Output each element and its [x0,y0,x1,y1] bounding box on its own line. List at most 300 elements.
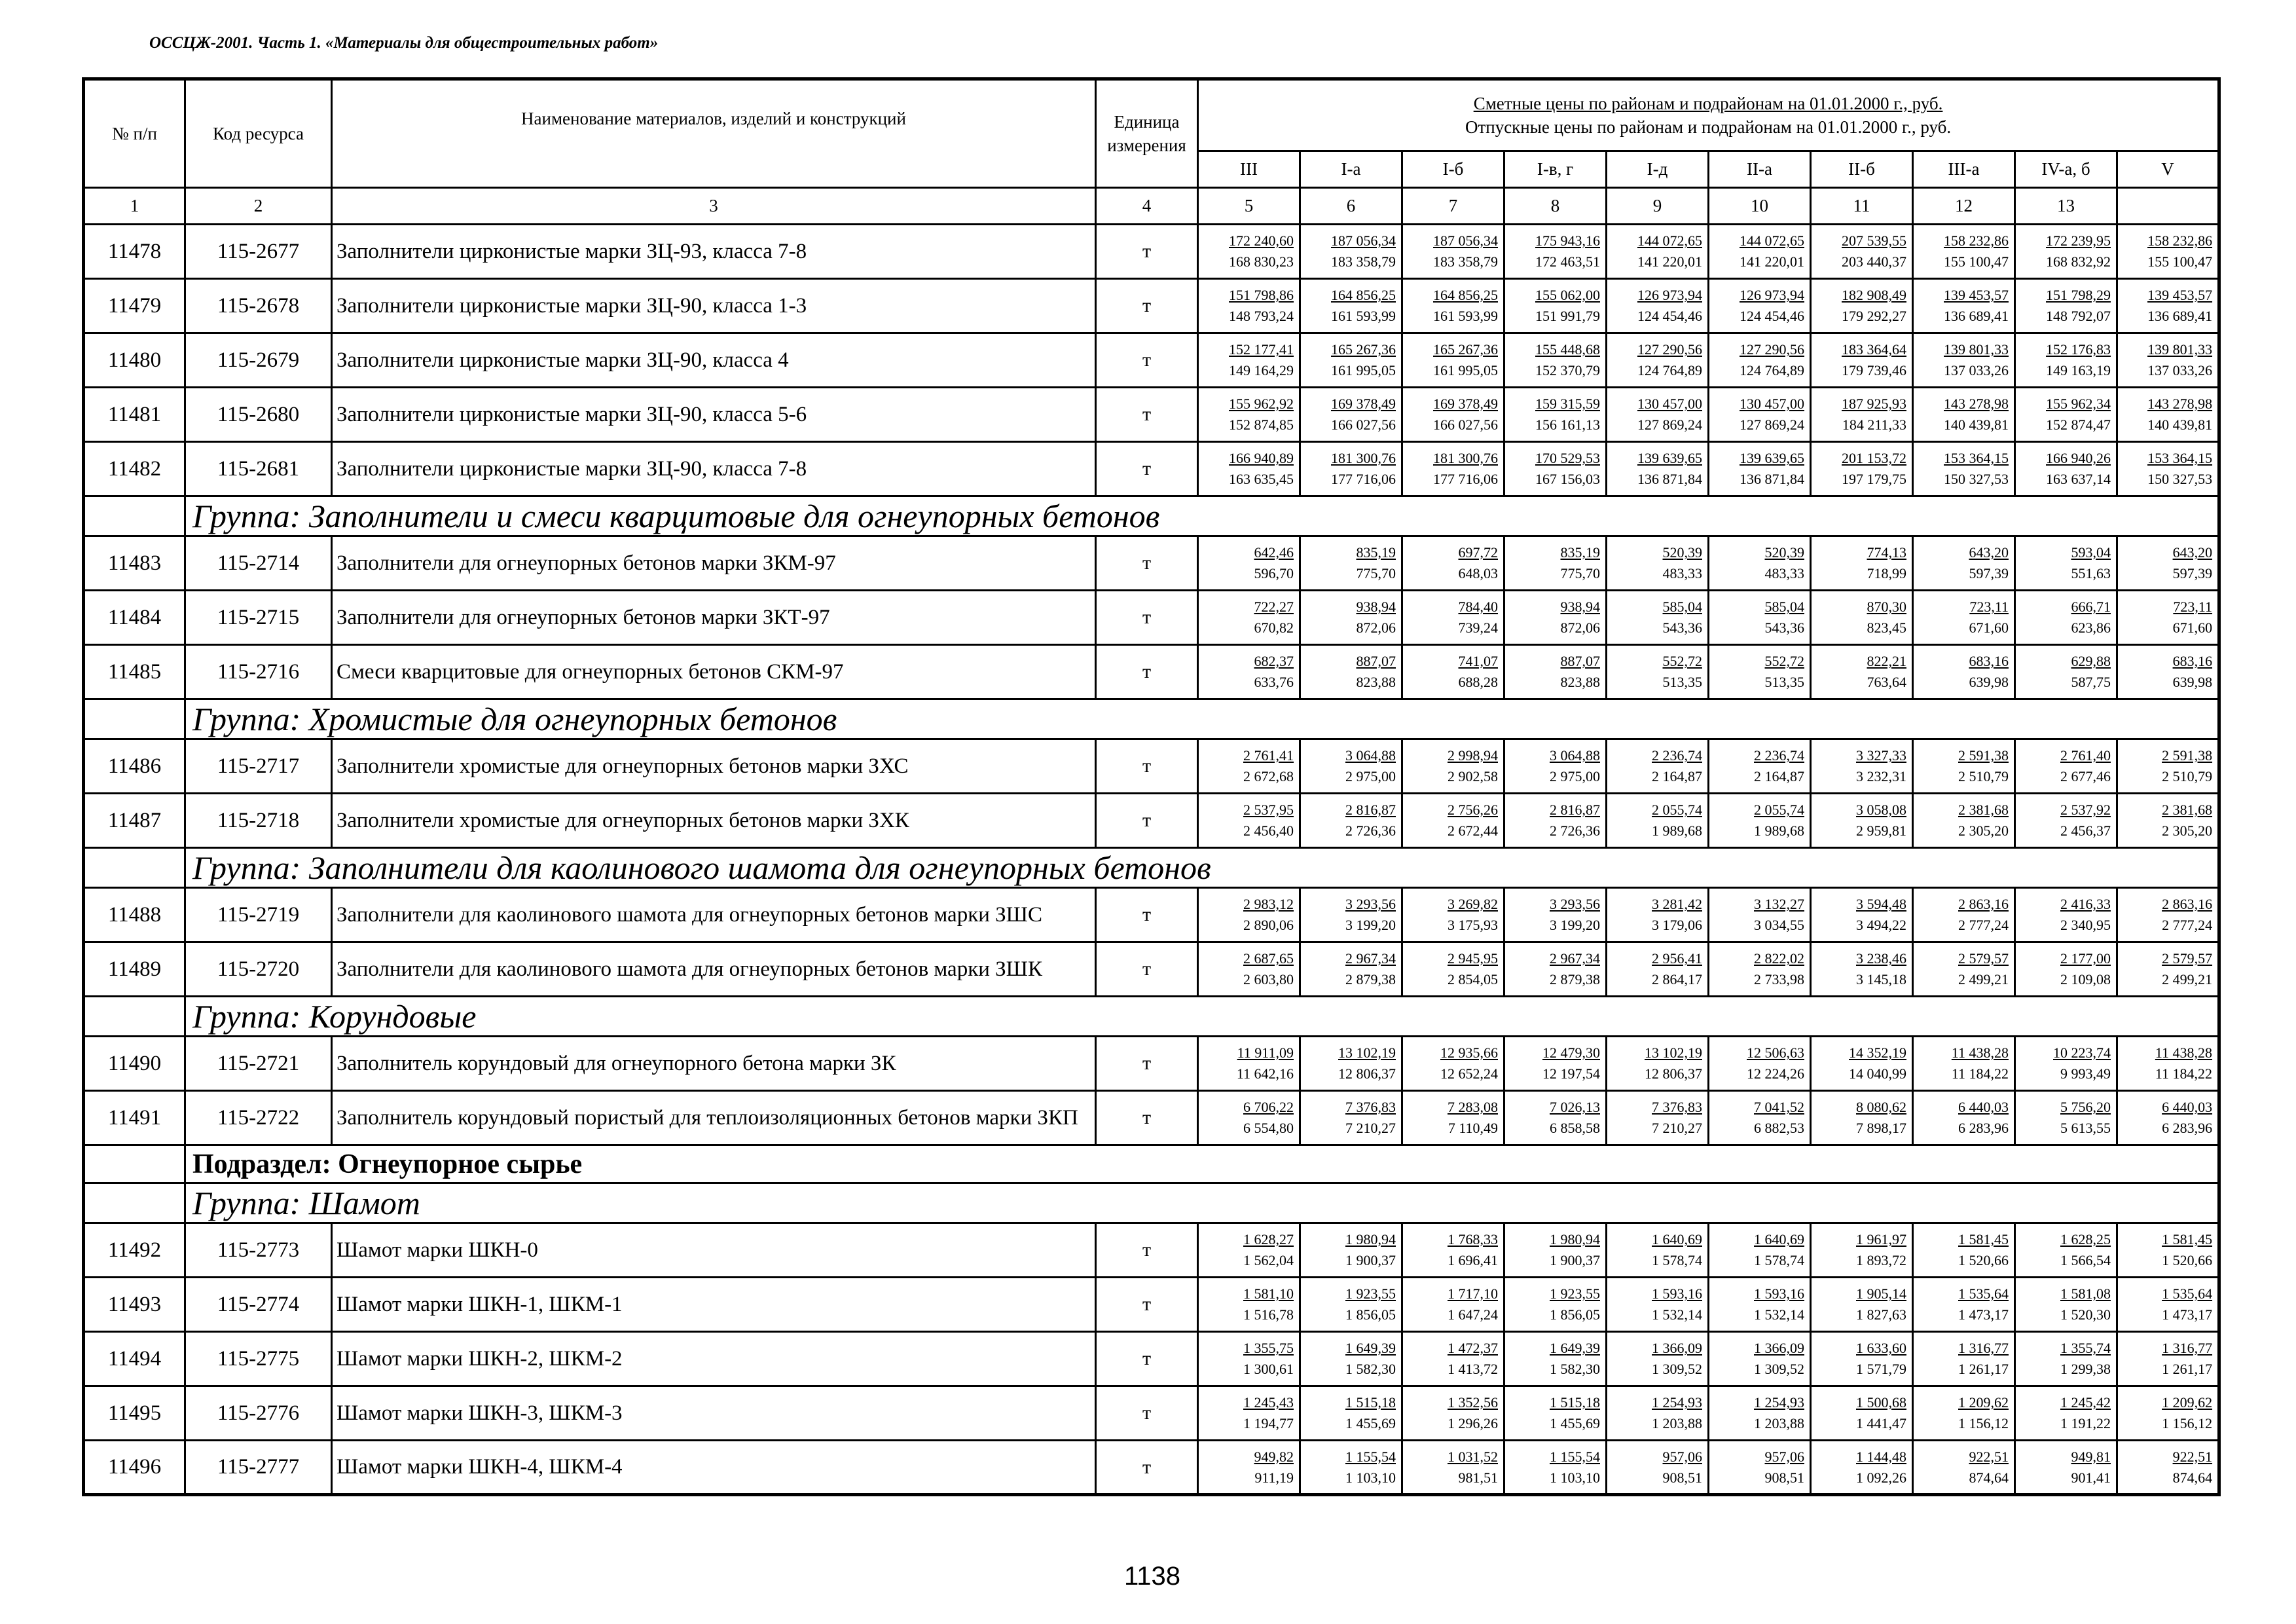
row-name: Заполнители для огнеупорных бетонов марки ЗКТ-97 [332,591,1096,645]
release-price: 2 340,95 [2060,917,2111,933]
estimate-price: 1 144,48 [1856,1448,1906,1465]
estimate-price: 11 911,09 [1237,1044,1294,1061]
release-price: 1 578,74 [1754,1252,1804,1268]
price-cell [1402,645,1504,699]
release-price: 168 830,23 [1229,253,1294,270]
estimate-price: 151 798,86 [1229,287,1294,304]
row-pos: 11479 [84,279,185,333]
estimate-price: 144 072,65 [1637,232,1702,249]
row-code: 115-2717 [185,739,332,794]
row-pos: 11489 [84,942,185,997]
table-row [84,591,2219,645]
release-price: 7 210,27 [1345,1120,1396,1136]
price-cell [1402,1223,1504,1278]
release-price: 137 033,26 [2147,362,2213,378]
estimate-price: 2 816,87 [1550,802,1600,819]
estimate-price: 1 980,94 [1550,1231,1600,1248]
row-code: 115-2714 [185,536,332,591]
price-cell [2015,1441,2117,1495]
blank-cell [84,997,185,1037]
column-number: 5 [1198,188,1300,225]
price-cell [1607,388,1709,442]
release-price: 149 163,19 [2046,362,2111,378]
estimate-price: 7 376,83 [1345,1099,1396,1116]
price-cell [1811,1386,1913,1441]
header-region: I-б [1402,151,1504,188]
release-price: 1 413,72 [1448,1361,1498,1377]
estimate-price: 1 593,16 [1754,1285,1804,1302]
price-cell [1402,1037,1504,1091]
release-price: 1 261,17 [1958,1361,2009,1377]
release-price: 7 898,17 [1856,1120,1906,1136]
blank-cell [84,1145,185,1183]
estimate-price: 2 863,16 [2162,896,2213,913]
estimate-price: 552,72 [1662,653,1702,670]
price-cell [2015,1091,2117,1145]
estimate-price: 1 031,52 [1448,1448,1498,1465]
row-unit: т [1096,225,1198,279]
estimate-price: 2 822,02 [1754,950,1804,967]
row-name: Заполнители цирконистые марки ЗЦ-93, класса 7-8 [332,225,1096,279]
row-code: 115-2679 [185,333,332,388]
price-cell [1300,333,1402,388]
release-price: 1 191,22 [2060,1415,2111,1431]
release-price: 1 261,17 [2162,1361,2213,1377]
row-code: 115-2677 [185,225,332,279]
estimate-price: 1 366,09 [1754,1340,1804,1357]
release-price: 2 854,05 [1448,971,1498,987]
release-price: 543,36 [1662,619,1702,636]
estimate-price: 139 801,33 [1944,341,2009,358]
estimate-price: 2 956,41 [1652,950,1702,967]
release-price: 2 164,87 [1754,768,1804,784]
price-cell [1607,942,1709,997]
table-row [84,1037,2219,1091]
row-name: Заполнители для каолинового шамота для огнеупорных бетонов марки ЗШС [332,888,1096,942]
estimate-price: 12 935,66 [1440,1044,1498,1061]
row-code: 115-2715 [185,591,332,645]
estimate-price: 957,06 [1764,1448,1804,1465]
release-price: 1 092,26 [1856,1469,1906,1486]
estimate-price: 1 316,77 [1958,1340,2009,1357]
estimate-price: 887,07 [1560,653,1600,670]
price-cell [1607,794,1709,848]
row-unit: т [1096,794,1198,848]
release-price: 2 305,20 [1958,822,2009,839]
price-cell [2117,1441,2219,1495]
estimate-price: 164 856,25 [1433,287,1498,304]
estimate-price: 10 223,74 [2053,1044,2111,1061]
price-cell [1198,1386,1300,1441]
estimate-price: 949,81 [2071,1448,2111,1465]
price-cell [1913,942,2015,997]
estimate-price: 165 267,36 [1433,341,1498,358]
estimate-price: 822,21 [1867,653,1906,670]
estimate-price: 741,07 [1458,653,1498,670]
estimate-price: 8 080,62 [1856,1099,1906,1116]
price-cell [1913,794,2015,848]
group-title: Группа: Хромистые для огнеупорных бетонов [185,699,2219,739]
row-pos: 11482 [84,442,185,496]
estimate-price: 774,13 [1867,544,1906,561]
group-row [84,1183,2219,1223]
estimate-price: 152 177,41 [1229,341,1294,358]
release-price: 150 327,53 [1944,471,2009,487]
estimate-price: 3 281,42 [1652,896,1702,913]
price-cell [1504,739,1607,794]
estimate-price: 1 500,68 [1856,1394,1906,1411]
estimate-price: 1 961,97 [1856,1231,1906,1248]
release-price: 1 103,10 [1550,1469,1600,1486]
column-number: 12 [1913,188,2015,225]
estimate-price: 187 056,34 [1331,232,1396,249]
release-price: 148 793,24 [1229,308,1294,324]
release-price: 172 463,51 [1535,253,1600,270]
header-region: III-а [1913,151,2015,188]
table-row [84,739,2219,794]
release-price: 823,45 [1867,619,1906,636]
estimate-price: 1 628,25 [2060,1231,2111,1248]
release-price: 136 689,41 [1944,308,2009,324]
row-unit: т [1096,888,1198,942]
estimate-price: 6 706,22 [1243,1099,1294,1116]
estimate-price: 2 761,41 [1243,747,1294,764]
price-cell [2015,1223,2117,1278]
price-cell [1198,1332,1300,1386]
estimate-price: 643,20 [1969,544,2009,561]
group-title: Группа: Заполнители для каолинового шамота для огнеупорных бетонов [185,848,2219,888]
price-cell [1198,1037,1300,1091]
estimate-price: 666,71 [2071,599,2111,616]
group-row [84,699,2219,739]
table-row [84,225,2219,279]
price-cell [1504,1441,1607,1495]
group-title: Группа: Корундовые [185,997,2219,1037]
price-cell [1504,333,1607,388]
release-price: 124 764,89 [1740,362,1804,378]
release-price: 1 103,10 [1345,1469,1396,1486]
release-price: 2 164,87 [1652,768,1702,784]
release-price: 670,82 [1254,619,1294,636]
price-cell [1607,739,1709,794]
release-price: 2 510,79 [2162,768,2213,784]
estimate-price: 520,39 [1764,544,1804,561]
release-price: 156 161,13 [1535,416,1600,433]
release-price: 1 203,88 [1652,1415,1702,1431]
header-region: III [1198,151,1300,188]
price-cell [1300,225,1402,279]
price-cell [1607,1278,1709,1332]
page-number: 1138 [1123,1562,1180,1591]
price-cell [1300,536,1402,591]
release-price: 872,06 [1560,619,1600,636]
estimate-price: 2 816,87 [1345,802,1396,819]
header-code: Код ресурса [185,79,332,188]
estimate-price: 7 376,83 [1652,1099,1702,1116]
header-region: II-б [1811,151,1913,188]
row-code: 115-2721 [185,1037,332,1091]
row-pos: 11491 [84,1091,185,1145]
estimate-price: 1 649,39 [1345,1340,1396,1357]
release-price: 513,35 [1764,674,1804,690]
release-price: 3 199,20 [1345,917,1396,933]
release-price: 179 292,27 [1842,308,1906,324]
price-cell [1811,1037,1913,1091]
estimate-price: 552,72 [1764,653,1804,670]
release-price: 140 439,81 [2147,416,2213,433]
header-prices-release: Отпускные цены по районам и подрайонам на 01.01.2000 г., руб. [1465,117,1952,137]
release-price: 1 532,14 [1652,1306,1702,1323]
price-cell [1607,888,1709,942]
release-price: 136 871,84 [1740,471,1804,487]
row-unit: т [1096,536,1198,591]
release-price: 14 040,99 [1849,1065,1906,1082]
row-code: 115-2775 [185,1332,332,1386]
price-cell [2117,794,2219,848]
table-row [84,888,2219,942]
estimate-price: 2 381,68 [2162,802,2213,819]
price-cell [1198,225,1300,279]
column-number: 1 [84,188,185,225]
release-price: 874,64 [2172,1469,2213,1486]
release-price: 6 858,58 [1550,1120,1600,1136]
table-row [84,1332,2219,1386]
release-price: 152 874,85 [1229,416,1294,433]
release-price: 543,36 [1764,619,1804,636]
row-unit: т [1096,333,1198,388]
estimate-price: 723,11 [1969,599,2009,616]
release-price: 1 194,77 [1243,1415,1294,1431]
price-cell [1198,794,1300,848]
release-price: 1 296,26 [1448,1415,1498,1431]
release-price: 901,41 [2071,1469,2111,1486]
row-unit: т [1096,1037,1198,1091]
release-price: 152 874,47 [2046,416,2111,433]
price-cell [1811,1223,1913,1278]
estimate-price: 2 177,00 [2060,950,2111,967]
release-price: 3 494,22 [1856,917,1906,933]
row-unit: т [1096,1278,1198,1332]
release-price: 6 283,96 [1958,1120,2009,1136]
estimate-price: 172 240,60 [1229,232,1294,249]
estimate-price: 585,04 [1764,599,1804,616]
release-price: 3 199,20 [1550,917,1600,933]
price-cell [1198,1223,1300,1278]
price-cell [1198,888,1300,942]
estimate-price: 158 232,86 [1944,232,2009,249]
estimate-price: 2 055,74 [1754,802,1804,819]
table-row [84,1278,2219,1332]
price-cell [1402,942,1504,997]
estimate-price: 130 457,00 [1637,396,1702,413]
estimate-price: 3 064,88 [1550,747,1600,764]
estimate-price: 1 581,10 [1243,1285,1294,1302]
price-cell [1913,1441,2015,1495]
price-cell [1709,1332,1811,1386]
price-cell [1504,1386,1607,1441]
estimate-price: 1 640,69 [1754,1231,1804,1248]
price-cell [1300,1386,1402,1441]
price-cell [1300,942,1402,997]
estimate-price: 143 278,98 [2147,396,2213,413]
price-cell [2015,645,2117,699]
table-body [84,79,2219,1495]
estimate-price: 1 209,62 [1958,1394,2009,1411]
price-cell [1300,442,1402,496]
release-price: 12 806,37 [1338,1065,1396,1082]
release-price: 184 211,33 [1842,416,1906,433]
release-price: 1 856,05 [1345,1306,1396,1323]
release-price: 1 156,12 [2162,1415,2213,1431]
header-prices-estimate: Сметные цены по районам и подрайонам на 01.01.2000 г., руб. [1473,93,1943,113]
estimate-price: 155 448,68 [1535,341,1600,358]
row-pos: 11493 [84,1278,185,1332]
release-price: 1 989,68 [1652,822,1702,839]
estimate-price: 1 535,64 [1958,1285,2009,1302]
price-cell [1811,1278,1913,1332]
estimate-price: 166 940,26 [2046,450,2111,467]
table-row [84,794,2219,848]
release-price: 7 110,49 [1448,1120,1498,1136]
price-cell [1402,1386,1504,1441]
release-price: 177 716,06 [1433,471,1498,487]
release-price: 597,39 [2172,565,2213,581]
release-price: 155 100,47 [1944,253,2009,270]
column-number: 11 [1811,188,1913,225]
column-number: 2 [185,188,332,225]
release-price: 1 571,79 [1856,1361,1906,1377]
row-name: Шамот марки ШКН-3, ШКМ-3 [332,1386,1096,1441]
estimate-price: 835,19 [1356,544,1396,561]
row-pos: 11481 [84,388,185,442]
release-price: 127 869,24 [1637,416,1702,433]
price-cell [1913,591,2015,645]
estimate-price: 3 132,27 [1754,896,1804,913]
price-cell [1607,225,1709,279]
row-pos: 11480 [84,333,185,388]
price-cell [1402,536,1504,591]
price-cell [1300,739,1402,794]
estimate-price: 139 453,57 [1944,287,2009,304]
release-price: 2 499,21 [1958,971,2009,987]
table-row [84,442,2219,496]
release-price: 1 900,37 [1345,1252,1396,1268]
row-pos: 11487 [84,794,185,848]
estimate-price: 12 506,63 [1747,1044,1804,1061]
estimate-price: 155 062,00 [1535,287,1600,304]
release-price: 2 959,81 [1856,822,1906,839]
row-pos: 11488 [84,888,185,942]
price-cell [1300,1037,1402,1091]
price-cell [1198,388,1300,442]
estimate-price: 1 581,08 [2060,1285,2111,1302]
estimate-price: 2 687,65 [1243,950,1294,967]
price-cell [1811,1441,1913,1495]
release-price: 124 454,46 [1740,308,1804,324]
price-cell [1709,591,1811,645]
estimate-price: 187 056,34 [1433,232,1498,249]
row-name: Заполнители для каолинового шамота для огнеупорных бетонов марки ЗШК [332,942,1096,997]
price-cell [1709,442,1811,496]
price-cell [1198,333,1300,388]
release-price: 161 995,05 [1331,362,1396,378]
group-row [84,848,2219,888]
estimate-price: 2 967,34 [1345,950,1396,967]
release-price: 639,98 [1969,674,2009,690]
price-cell [1607,536,1709,591]
price-cell [1504,591,1607,645]
release-price: 2 879,38 [1550,971,1600,987]
release-price: 183 358,79 [1433,253,1498,270]
release-price: 1 520,66 [2162,1252,2213,1268]
price-cell [1913,388,2015,442]
row-code: 115-2777 [185,1441,332,1495]
price-cell [1913,225,2015,279]
release-price: 141 220,01 [1637,253,1702,270]
price-cell [1913,536,2015,591]
release-price: 633,76 [1254,674,1294,690]
row-unit: т [1096,645,1198,699]
estimate-price: 1 581,45 [2162,1231,2213,1248]
price-cell [1198,442,1300,496]
release-price: 2 864,17 [1652,971,1702,987]
release-price: 197 179,75 [1842,471,1906,487]
estimate-price: 153 364,15 [2147,450,2213,467]
estimate-price: 2 416,33 [2060,896,2111,913]
estimate-price: 169 378,49 [1331,396,1396,413]
release-price: 1 582,30 [1550,1361,1600,1377]
estimate-price: 1 535,64 [2162,1285,2213,1302]
estimate-price: 11 438,28 [2155,1044,2213,1061]
price-cell [1402,1091,1504,1145]
estimate-price: 1 245,43 [1243,1394,1294,1411]
price-cell [2117,1332,2219,1386]
price-cell [1811,536,1913,591]
release-price: 2 726,36 [1550,822,1600,839]
column-number: 9 [1607,188,1709,225]
price-cell [1300,1441,1402,1495]
release-price: 11 184,22 [1951,1065,2009,1082]
estimate-price: 629,88 [2071,653,2111,670]
estimate-price: 2 537,95 [1243,802,1294,819]
estimate-price: 922,51 [2172,1448,2213,1465]
price-cell [1504,942,1607,997]
estimate-price: 1 633,60 [1856,1340,1906,1357]
row-code: 115-2722 [185,1091,332,1145]
release-price: 127 869,24 [1740,416,1804,433]
release-price: 639,98 [2172,674,2213,690]
price-cell [1198,645,1300,699]
estimate-price: 3 293,56 [1550,896,1600,913]
price-cell [1300,1332,1402,1386]
price-cell [1504,645,1607,699]
price-cell [2015,888,2117,942]
estimate-price: 207 539,55 [1842,232,1906,249]
release-price: 2 975,00 [1550,768,1600,784]
estimate-price: 181 300,76 [1331,450,1396,467]
release-price: 161 593,99 [1331,308,1396,324]
price-cell [1300,645,1402,699]
header-region: V [2117,151,2219,188]
estimate-price: 3 064,88 [1345,747,1396,764]
release-price: 648,03 [1458,565,1498,581]
release-price: 155 100,47 [2147,253,2213,270]
release-price: 3 179,06 [1652,917,1702,933]
estimate-price: 520,39 [1662,544,1702,561]
price-cell [1607,591,1709,645]
estimate-price: 593,04 [2071,544,2111,561]
price-cell [1913,645,2015,699]
